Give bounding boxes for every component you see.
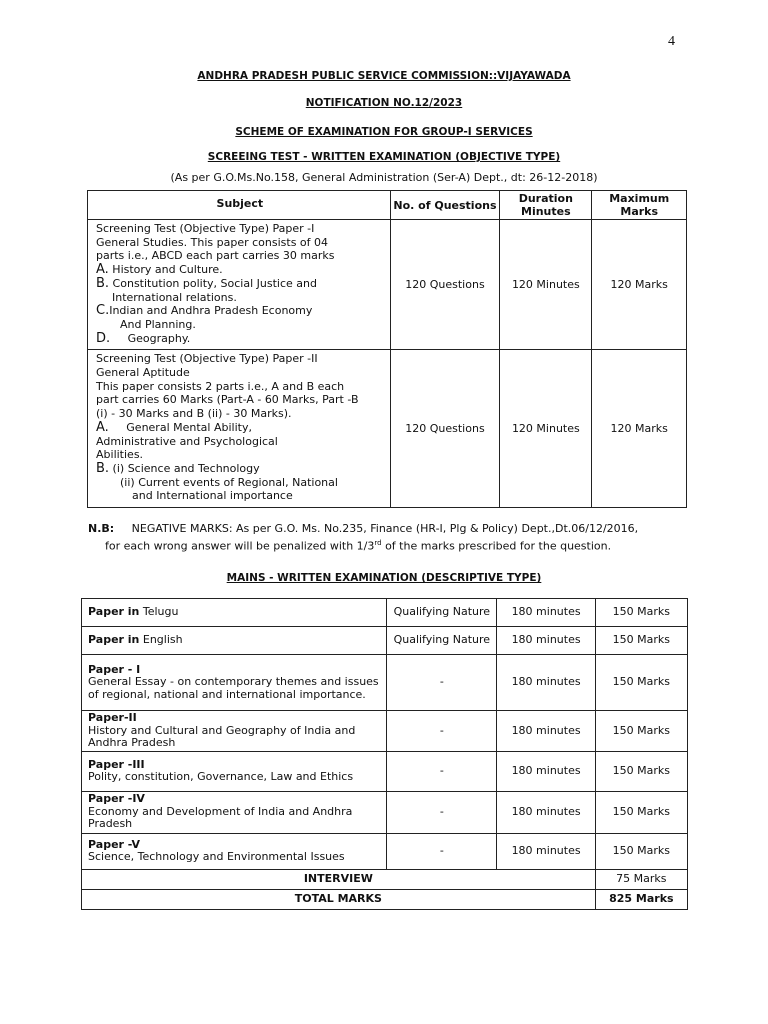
go-reference: (As per G.O.Ms.No.158, General Administration (Ser-A) Dept., dt: 26-12-2018) [170,171,598,184]
org-title: ANDHRA PRADESH PUBLIC SERVICE COMMISSION::VIJAYAWADA [197,70,571,82]
paper2-part-b: B. (i) Science and Technology [96,460,260,476]
total-row [82,889,688,909]
nb-label: N.B: [88,522,115,535]
paper-nature: Qualifying Nature [387,599,497,627]
paper-title: Paper in [88,633,140,647]
nb-text: of the marks prescribed for the question. [381,539,612,553]
paper-nature: - [387,833,497,869]
paper2-line: General Aptitude [96,366,190,380]
paper-marks: 150 Marks [595,711,687,752]
total-label: TOTAL MARKS [82,889,596,909]
interview-marks: 75 Marks [595,869,687,889]
paper1-row [88,220,687,350]
header-duration: Duration Minutes [500,191,592,220]
paper2-line: (i) - 30 Marks and B (ii) - 30 Marks). [96,407,292,421]
paper-title: Paper - I [88,662,141,676]
paper-marks: 150 Marks [595,599,687,627]
mains-table [81,598,688,910]
paper2-row [88,350,687,508]
paper-duration: 180 minutes [497,627,595,655]
paper1-marks: 120 Marks [592,220,687,350]
paper-title: Paper -III [88,757,145,771]
mains-row [82,599,688,627]
paper-description: Telugu [139,605,179,619]
screening-table [87,190,687,508]
paper1-line: parts i.e., ABCD each part carries 30 marks [96,249,335,263]
nb-text: NEGATIVE MARKS: As per G.O. Ms. No.235, Finance (HR-I, Plg & Policy) Dept.,Dt.06/12/2016, [131,522,639,535]
paper2-description [88,350,391,508]
paper2-part-b-cont: (ii) Current events of Regional, National [120,475,338,489]
paper1-part-c-cont: And Planning. [120,317,196,331]
paper-title: Paper in [88,605,140,619]
paper-nature: - [387,711,497,752]
mains-row [82,655,688,711]
paper-description: History and Cultural and Geography of India and Andhra Pradesh [88,723,356,749]
paper2-part-b-cont: and International importance [132,489,293,503]
paper-duration: 180 minutes [497,791,595,833]
paper2-line: This paper consists 2 parts i.e., A and B each [96,379,345,393]
screening-header-row [88,191,687,220]
negative-marks-note: N.B: NEGATIVE MARKS: As per G.O. Ms. No.235, Finance (HR-I, Plg & Policy) Dept.,Dt.06/12/2016, for each wrong answer will be penalized with 1/3rd of the marks prescribed for the question. [88,522,639,553]
total-marks: 825 Marks [595,889,687,909]
paper2-part-a: A. General Mental Ability, [96,419,252,435]
paper-description: Polity, constitution, Governance, Law and Ethics [88,770,354,783]
paper1-duration: 120 Minutes [500,220,592,350]
paper2-line: part carries 60 Marks (Part-A - 60 Marks, Part -B [96,393,359,407]
paper-duration: 180 minutes [497,711,595,752]
mains-row [82,751,688,791]
paper1-line: Screening Test (Objective Type) Paper -I [96,222,315,235]
paper2-part-a-cont: Abilities. [96,448,144,462]
paper-duration: 180 minutes [497,833,595,869]
paper1-part-b: B. Constitution polity, Social Justice and [96,275,317,291]
mains-row [82,627,688,655]
paper1-part-d: D. Geography. [96,330,191,346]
paper2-line: Screening Test (Objective Type) Paper -II [96,352,318,366]
paper-title: Paper -V [88,837,141,851]
paper-nature: Qualifying Nature [387,627,497,655]
mains-paper-cell [82,791,387,833]
header-subject: Subject [88,191,391,220]
mains-paper-cell [82,627,387,655]
paper-marks: 150 Marks [595,627,687,655]
paper-duration: 180 minutes [497,599,595,627]
paper-nature: - [387,791,497,833]
paper-marks: 150 Marks [595,833,687,869]
nb-text: for each wrong answer will be penalized with 1/3 [105,539,375,553]
paper-nature: - [387,655,497,711]
mains-paper-cell [82,751,387,791]
mains-paper-cell [82,655,387,711]
screening-title: SCREEING TEST - WRITTEN EXAMINATION (OBJECTIVE TYPE) [207,151,561,163]
header-questions: No. of Questions [390,191,500,220]
paper-description: General Essay - on contemporary themes and issues of regional, national and international importance. [88,675,379,701]
paper1-part-b-cont: International relations. [112,290,237,304]
page-number: 4 [668,34,675,49]
paper-title: Paper -IV [88,792,145,806]
mains-paper-cell [82,711,387,752]
paper-marks: 150 Marks [595,791,687,833]
paper-marks: 150 Marks [595,751,687,791]
paper-title: Paper-II [88,711,137,724]
paper1-questions: 120 Questions [390,220,500,350]
interview-row [82,869,688,889]
mains-paper-cell [82,599,387,627]
mains-row [82,711,688,752]
paper-marks: 150 Marks [595,655,687,711]
interview-label: INTERVIEW [82,869,596,889]
mains-row [82,833,688,869]
paper-description: English [139,633,183,647]
paper1-part-a: A. History and Culture. [96,262,223,278]
header-marks: Maximum Marks [592,191,687,220]
paper1-part-c: C.Indian and Andhra Pradesh Economy [96,303,313,319]
paper1-line: General Studies. This paper consists of 04 [96,235,329,249]
mains-paper-cell [82,833,387,869]
mains-row [82,791,688,833]
paper-description: Economy and Development of India and Andhra Pradesh [88,804,353,831]
scheme-title: SCHEME OF EXAMINATION FOR GROUP-I SERVICES [235,126,533,138]
paper2-duration: 120 Minutes [500,350,592,508]
paper2-questions: 120 Questions [390,350,500,508]
paper-duration: 180 minutes [497,751,595,791]
paper-nature: - [387,751,497,791]
paper-duration: 180 minutes [497,655,595,711]
paper2-marks: 120 Marks [592,350,687,508]
mains-title: MAINS - WRITTEN EXAMINATION (DESCRIPTIVE TYPE) [226,572,542,584]
notification-number: NOTIFICATION NO.12/2023 [305,97,463,109]
paper2-part-a-cont: Administrative and Psychological [96,434,278,448]
paper-description: Science, Technology and Environmental Issues [88,850,345,863]
paper1-description [88,220,391,350]
